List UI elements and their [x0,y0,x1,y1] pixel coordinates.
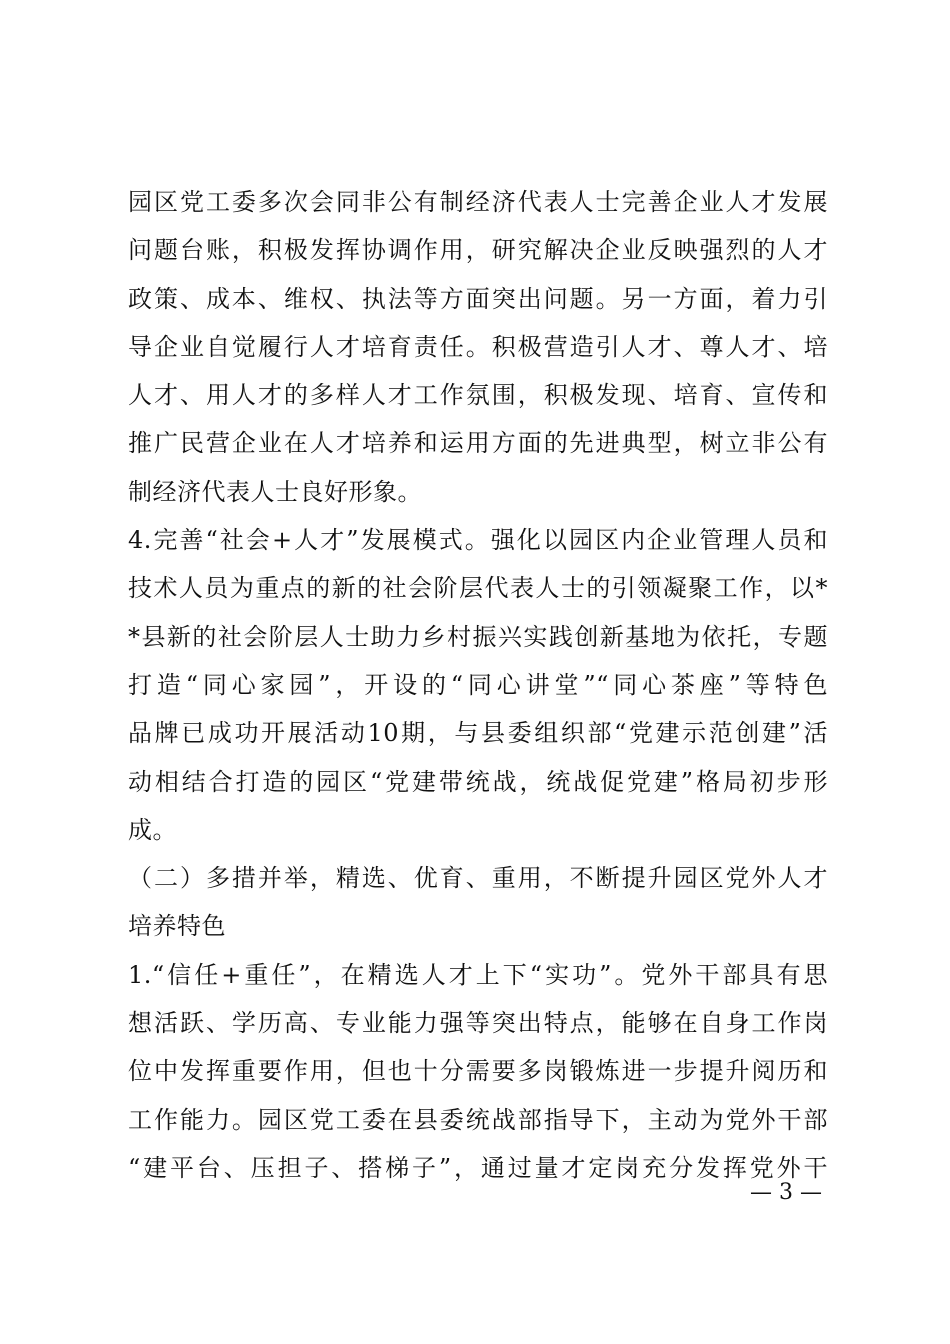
text-line: 1.“信任+重任”，在精选人才上下“实功”。党外干部具有思 [128,960,828,989]
text-line: “建平台、压担子、搭梯子”，通过量才定岗充分发挥党外干 [128,1153,828,1182]
text-line: 制经济代表人士良好形象。 [128,477,422,506]
text-line: 动相结合打造的园区“党建带统战，统战促党建”格局初步形 [128,767,828,796]
section-heading-line: （二）多措并举，精选、优育、重用，不断提升园区党外人才 [128,864,828,893]
text-line: 位中发挥重要作用，但也十分需要多岗锻炼进一步提升阅历和 [128,1057,828,1086]
text-line: 打造“同心家园”，开设的“同心讲堂”“同心茶座”等特色 [128,670,828,699]
text-line: 导企业自觉履行人才培育责任。积极营造引人才、尊人才、培 [128,332,828,361]
text-line: 4.完善“社会+人才”发展模式。强化以园区内企业管理人员和 [128,526,828,555]
body-text [128,178,828,1192]
text-line: 技术人员为重点的新的社会阶层代表人士的引领凝聚工作，以* [128,574,828,603]
text-line: 园区党工委多次会同非公有制经济代表人士完善企业人才发展 [128,188,828,216]
text-line: 工作能力。园区党工委在县委统战部指导下，主动为党外干部 [128,1105,828,1134]
text-line: 推广民营企业在人才培养和运用方面的先进典型，树立非公有 [128,429,828,458]
text-line: 想活跃、学历高、专业能力强等突出特点，能够在自身工作岗 [128,1009,828,1038]
text-line: 人才、用人才的多样人才工作氛围，积极发现、培育、宣传和 [128,381,828,410]
text-line: 问题台账，积极发挥协调作用，研究解决企业反映强烈的人才 [128,236,828,265]
text-line: 品牌已成功开展活动10期，与县委组织部“党建示范创建”活 [128,719,828,748]
text-line: 政策、成本、维权、执法等方面突出问题。另一方面，着力引 [128,284,828,313]
text-line: 成。 [128,815,177,844]
section-heading-line: 培养特色 [128,912,226,941]
text-line: *县新的社会阶层人士助力乡村振兴实践创新基地为依托，专题 [128,622,828,651]
page-number: — 3 — [750,1180,822,1205]
